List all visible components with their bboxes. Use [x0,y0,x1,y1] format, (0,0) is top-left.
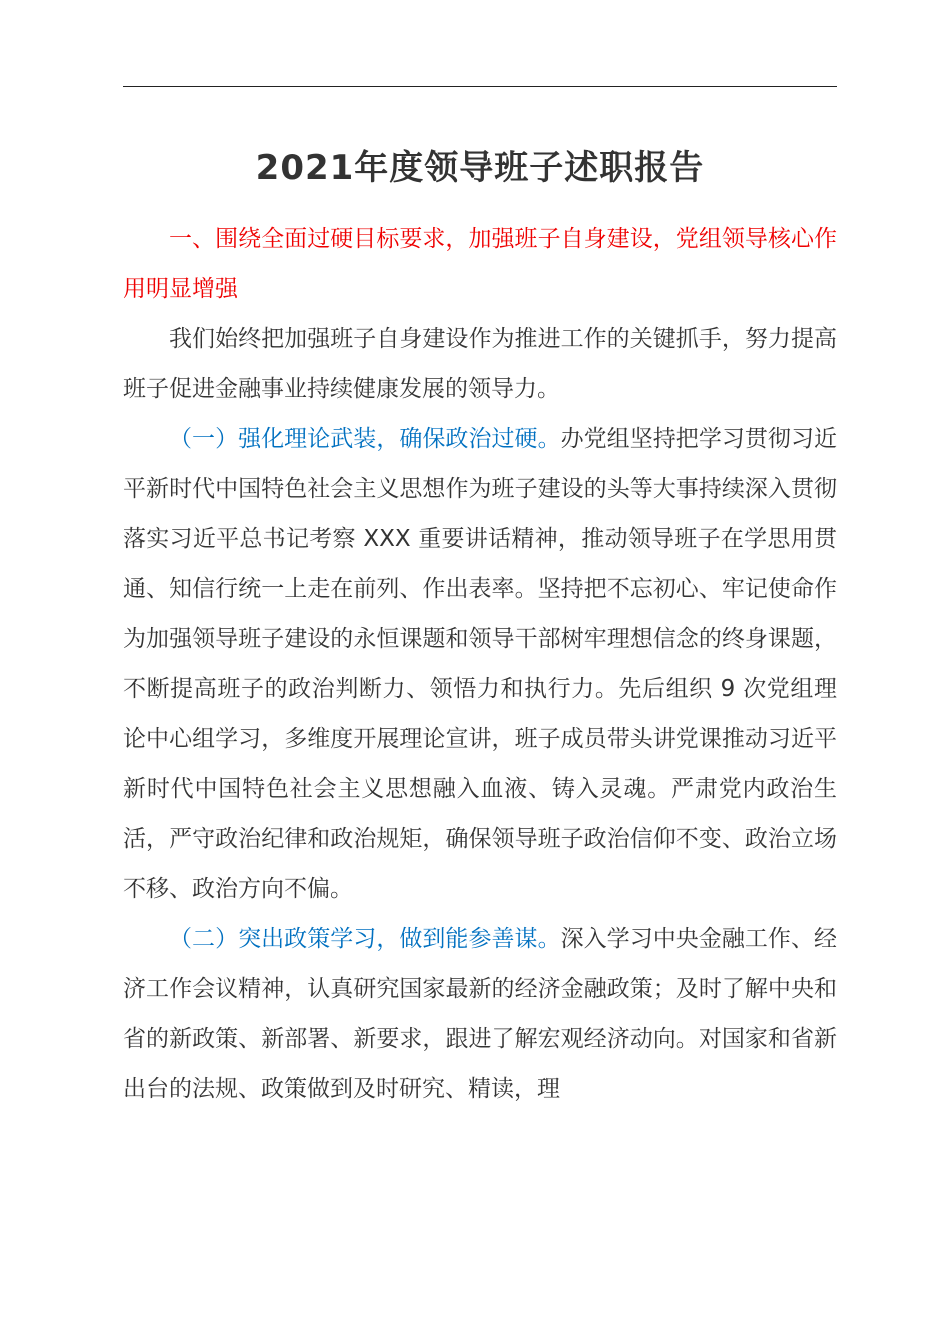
subheading-1: （一）强化理论武装，确保政治过硬。 [169,426,561,452]
header-rule [123,86,837,87]
subheading-2: （二）突出政策学习，做到能参善谋。 [169,926,561,952]
page-title: 2021年度领导班子述职报告 [255,148,705,188]
section-heading: 一、围绕全面过硬目标要求，加强班子自身建设，党组领导核心作用明显增强 [123,226,837,302]
paragraph-item-1 [123,414,837,914]
document-body [123,214,837,1114]
paragraph-text-1: 办党组坚持把学习贯彻习近平新时代中国特色社会主义思想作为班子建设的头等大事持续深入贯彻落实习近平总书记考察 XXX 重要讲话精神，推动领导班子在学思用贯通、知信行统一上走在前列、作出表率。坚持把不忘初心、牢记使命作为加强领导班子建设的永恒课题和领导干部树牢理想信念的终身课题，不断提高班子的政治判断力、领悟力和执行力。先后组织 9 次党组理论中心组学习，多维度开展理论宣讲，班子成员带头讲党课推动习近平新时代中国特色社会主义思想融入血液、铸入灵魂。严肃党内政治生活，严守政治纪律和政治规矩，确保领导班子政治信仰不变、政治立场不移、政治方向不偏。 [123,426,838,902]
intro-paragraph: 我们始终把加强班子自身建设作为推进工作的关键抓手，努力提高班子促进金融事业持续健康发展的领导力。 [123,326,837,402]
paragraph-text-2: 深入学习中央金融工作、经济工作会议精神，认真研究国家最新的经济金融政策；及时了解中央和省的新政策、新部署、新要求，跟进了解宏观经济动向。对国家和省新出台的法规、政策做到及时研究、精读，理 [123,926,838,1102]
paragraph-item-2 [123,914,837,1114]
